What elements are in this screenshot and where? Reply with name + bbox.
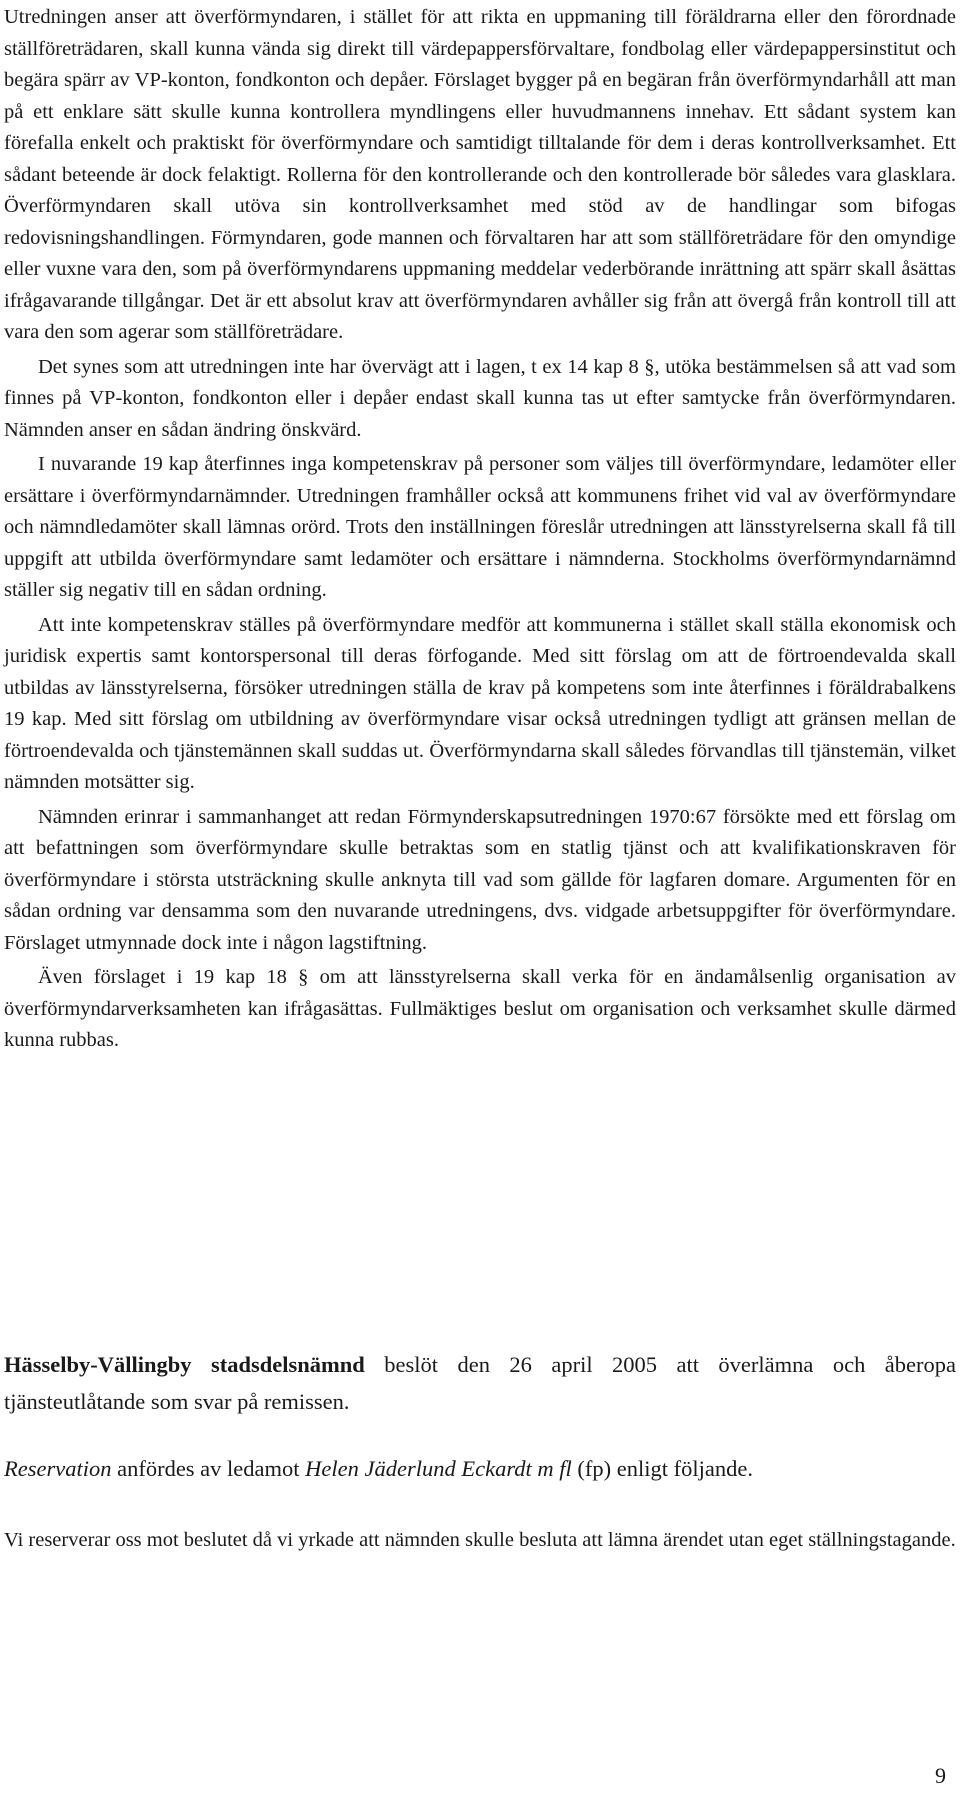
paragraph-training-proposal: Att inte kompetenskrav ställes på överförmyndare medför att kommunerna i stället skall ställa ekonomisk och juridisk expertis samt kontorspersonal till deras förfogande. Med sitt förslag om att de förtroendevalda skall utbildas av länsstyrelserna, försöker utredningen ställa de krav på kompetens som inte återfinnes i föräldrabalkens 19 kap. Med sitt förslag om utbildning av överförmyndare visar också utredningen tydligt att gränsen mellan de förtroendevalda och tjänstemännen skall suddas ut. Överförmyndarna skall således förvandlas till tjänstemän, vilket nämnden motsätter sig.	[4, 613, 956, 793]
paragraph-consent-amendment: Det synes som att utredningen inte har övervägt att i lagen, t ex 14 kap 8 §, utöka bestämmelsen så att vad som finnes på VP-konton, fondkonton eller i depåer endast skall kunna tas ut efter samtycke från överförmyndaren. Nämnden anser en sådan ändring önskvärd.	[4, 355, 956, 441]
body-text	[4, 2, 956, 1057]
reservation-label: Reservation	[4, 1456, 112, 1481]
reservation-statement-text: Vi reserverar oss mot beslutet då vi yrkade att nämnden skulle besluta att lämna ärendet utan eget ställningstagande.	[4, 1529, 956, 1551]
page-number: 9	[935, 1763, 946, 1788]
decision-statement	[4, 1346, 956, 1420]
decision-text: beslöt den 26 april 2005 att överlämna och åberopa tjänsteutlåtande som svar på remissen.	[4, 1352, 956, 1414]
reservation-statement	[4, 1450, 956, 1487]
paragraph-organisation: Även förslaget i 19 kap 18 § om att länsstyrelserna skall verka för en ändamålsenlig organisation av överförmyndarverksamheten kan ifrågasättas. Fullmäktiges beslut om organisation och verksamhet skulle därmed kunna rubbas.	[4, 966, 956, 1051]
committee-name: Hässelby-Vällingby stadsdelsnämnd	[4, 1352, 365, 1377]
reservation-text-1: anfördes av ledamot	[111, 1456, 306, 1481]
reservation-content	[4, 1525, 956, 1557]
paragraph-competence-requirements: I nuvarande 19 kap återfinnes inga kompetenskrav på personer som väljes till överförmyndare, ledamöter eller ersättare i överförmyndarnämnder. Utredningen framhåller också att kommunens frihet vid val av överförmyndare och nämndledamöter skall lämnas orörd. Trots den inställningen föreslår utredningen att länsstyrelserna skall få till uppgift att utbilda överförmyndare samt ledamöter och ersättare i nämnderna. Stockholms överförmyndarnämnd ställer sig negativ till en sådan ordning.	[4, 453, 956, 601]
paragraph-historical-inquiry: Nämnden erinrar i sammanhanget att redan Förmynderskapsutredningen 1970:67 försökte med ett förslag om att befattningen som överförmyndare skulle betraktas som en statlig tjänst och att kvalifikationskraven för överförmyndare i största utsträckning skulle anknyta till vad som gällde för lagfaren domare. Argumenten för en sådan ordning var densamma som den nuvarande utredningens, dvs. vidgade arbetsuppgifter för överförmyndare. Förslaget utmynnade dock inte i någon lagstiftning.	[4, 805, 956, 954]
paragraph-depot-blocking: Utredningen anser att överförmyndaren, i stället för att rikta en uppmaning till föräldrarna eller den förordnade ställföreträdaren, skall kunna vända sig direkt till värdepappersförvaltare, fondbolag eller värdepappersinstitut och begära spärr av VP-konton, fondkonton och depåer. Förslaget bygger på en begäran från överförmyndarhåll att man på ett enklare sätt skulle kunna kontrollera myndlingens eller huvudmannens innehav. Ett sådant system kan förefalla enkelt och praktiskt för överförmyndare och samtidigt tilltalande för dem i deras kontrollverksamhet. Ett sådant beteende är dock felaktigt. Rollerna för den kontrollerande och den kontrollerade bör således vara glasklara. Överförmyndaren skall utöva sin kontrollverksamhet med stöd av de handlingar som bifogas redovisningshandlingen. Förmyndaren, gode mannen och förvaltaren har att som ställföreträdare för den omyndige eller vuxne vara den, som på överförmyndarens uppmaning meddelar vederbörande inrättning att spärr skall åsättas ifrågavarande tillgångar. Det är ett absolut krav att överförmyndaren avhåller sig från att övergå från kontroll till att vara den som agerar som ställföreträdare.	[4, 6, 956, 343]
reservation-member: Helen Jäderlund Eckardt m fl	[305, 1456, 572, 1481]
reservation-text-2: (fp) enligt följande.	[571, 1456, 753, 1481]
